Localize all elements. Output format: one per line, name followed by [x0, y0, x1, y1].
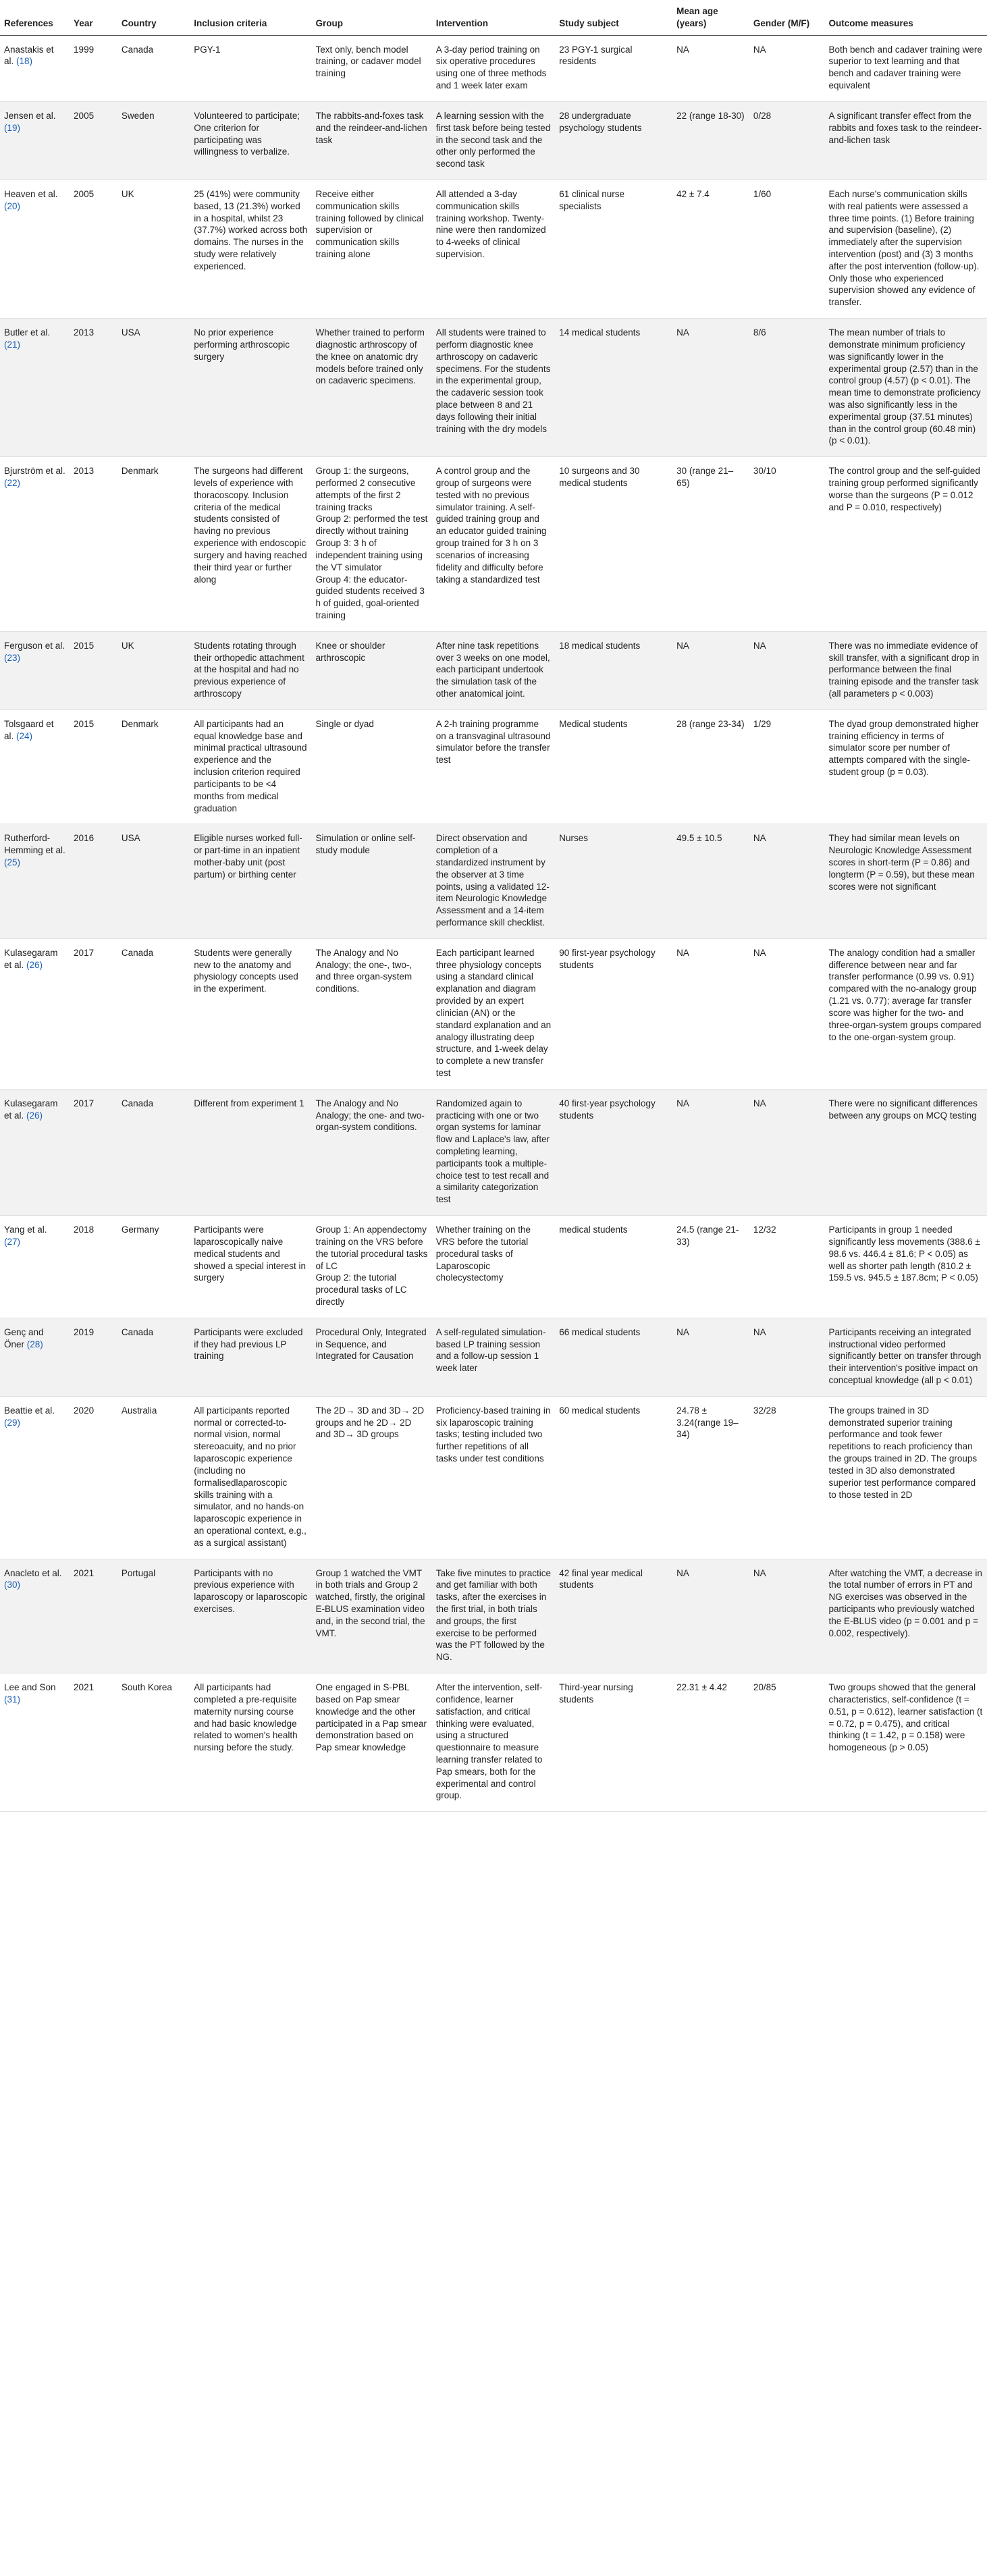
- cell-reference: [0, 1396, 70, 1559]
- cell-gender: NA: [749, 631, 825, 709]
- cell-year: 2016: [70, 824, 117, 939]
- table-row: [0, 457, 987, 632]
- cell-subject: 23 PGY-1 surgical residents: [555, 35, 672, 101]
- cell-subject: Third-year nursing students: [555, 1673, 672, 1812]
- reference-number-link[interactable]: (20): [4, 200, 21, 211]
- cell-country: Canada: [117, 35, 190, 101]
- reference-author: Kulasegaram et al.: [4, 1098, 58, 1121]
- cell-criteria: The surgeons had different levels of experience with thoracoscopy. Inclusion criteria of the medical students consisted of having no previous experience with endoscopic surgery and having reached their third year or further along: [190, 457, 311, 632]
- cell-country: Denmark: [117, 457, 190, 632]
- cell-outcome: The dyad group demonstrated higher training efficiency in terms of simulator score per number of attempts compared with the single-student group (p = 0.03).: [825, 709, 987, 824]
- cell-group: One engaged in S-PBL based on Pap smear knowledge and the other participated in a Pap smear demonstration based on Pap smear knowledge: [312, 1673, 432, 1812]
- cell-age: 30 (range 21–65): [672, 457, 749, 632]
- reference-number-link[interactable]: (26): [26, 959, 43, 970]
- cell-country: Canada: [117, 938, 190, 1089]
- cell-outcome: The control group and the self-guided training group performed significantly worse than the surgeons (P = 0.012 and P = 0.010, respectively): [825, 457, 987, 632]
- cell-year: 2017: [70, 1089, 117, 1215]
- cell-gender: 30/10: [749, 457, 825, 632]
- cell-outcome: Participants receiving an integrated instructional video performed significantly better on transfer through their intervention's positive impact on conceptual knowledge (all p < 0.01): [825, 1318, 987, 1396]
- cell-reference: [0, 101, 70, 180]
- cell-intervention: Proficiency-based training in six laparoscopic training tasks; testing included two further repetitions of all tasks under test conditions: [432, 1396, 555, 1559]
- header-intervention: Intervention: [432, 0, 555, 35]
- reference-author: Rutherford-Hemming et al.: [4, 833, 65, 856]
- cell-subject: 90 first-year psychology students: [555, 938, 672, 1089]
- table-row: [0, 319, 987, 457]
- cell-gender: 32/28: [749, 1396, 825, 1559]
- table-row: [0, 1089, 987, 1215]
- cell-intervention: A learning session with the first task before being tested in the second task and the other only performed the second task: [432, 101, 555, 180]
- cell-country: USA: [117, 319, 190, 457]
- cell-outcome: There were no significant differences between any groups on MCQ testing: [825, 1089, 987, 1215]
- table-row: [0, 1396, 987, 1559]
- table-row: [0, 1318, 987, 1396]
- reference-number-link[interactable]: (24): [16, 730, 33, 741]
- cell-outcome: Participants in group 1 needed significantly less movements (388.6 ± 98.6 vs. 446.4 ± 81.6; P < 0.05) as well as shorter path length (810.2 ± 159.5 vs. 945.5 ± 187.8cm; P < 0.05): [825, 1216, 987, 1318]
- reference-author: Bjurström et al.: [4, 466, 65, 477]
- cell-intervention: Direct observation and completion of a standardized instrument by the observer at 3 time points, using a validated 12-item Neurologic Knowledge Assessment and a 14-item performance skill checklist.: [432, 824, 555, 939]
- cell-country: Germany: [117, 1216, 190, 1318]
- cell-year: 2015: [70, 709, 117, 824]
- cell-age: NA: [672, 938, 749, 1089]
- cell-group: Simulation or online self-study module: [312, 824, 432, 939]
- cell-group: The rabbits-and-foxes task and the reindeer-and-lichen task: [312, 101, 432, 180]
- cell-reference: [0, 319, 70, 457]
- cell-group: Group 1 watched the VMT in both trials and Group 2 watched, firstly, the original E-BLUS examination video and, in the second trial, the VMT.: [312, 1559, 432, 1673]
- reference-author: Butler et al.: [4, 327, 51, 338]
- cell-reference: [0, 824, 70, 939]
- reference-number-link[interactable]: (27): [4, 1236, 21, 1247]
- cell-country: Sweden: [117, 101, 190, 180]
- table-row: [0, 35, 987, 101]
- cell-outcome: Each nurse's communication skills with real patients were assessed a three time points. (1) Before training and supervision (baseline), (2) immediately after the supervision intervention (post) and (3) 3 months after the post intervention (follow-up). Only those who experienced supervision showed any evidence of transfer.: [825, 180, 987, 318]
- cell-gender: 12/32: [749, 1216, 825, 1318]
- cell-intervention: A 3-day period training on six operative procedures using one of three methods and 1 week later exam: [432, 35, 555, 101]
- cell-gender: NA: [749, 1089, 825, 1215]
- cell-criteria: Eligible nurses worked full- or part-time in an inpatient mother-baby unit (post partum) or birthing center: [190, 824, 311, 939]
- cell-reference: [0, 1559, 70, 1673]
- cell-country: Canada: [117, 1318, 190, 1396]
- cell-reference: [0, 1216, 70, 1318]
- cell-outcome: There was no immediate evidence of skill transfer, with a significant drop in performance between the final training episode and the transfer task (all parameters p < 0.003): [825, 631, 987, 709]
- cell-group: Group 1: An appendectomy training on the VRS before the tutorial procedural tasks of LC Group 2: the tutorial procedural tasks of LC directly: [312, 1216, 432, 1318]
- cell-gender: NA: [749, 1559, 825, 1673]
- cell-gender: NA: [749, 824, 825, 939]
- cell-subject: Nurses: [555, 824, 672, 939]
- cell-intervention: After nine task repetitions over 3 weeks on one model, each participant undertook the simulation task of the other anatomical joint.: [432, 631, 555, 709]
- cell-subject: 42 final year medical students: [555, 1559, 672, 1673]
- cell-outcome: Two groups showed that the general characteristics, self-confidence (t = 0.51, p = 0.612), learner satisfaction (t = 0.72, p = 0.475), and critical thinking (t = 1.42, p = 0.158) were homogeneous (p > 0.05): [825, 1673, 987, 1812]
- cell-country: UK: [117, 180, 190, 318]
- cell-gender: NA: [749, 1318, 825, 1396]
- table-row: [0, 1216, 987, 1318]
- reference-author: Genç and Öner: [4, 1326, 44, 1349]
- cell-country: South Korea: [117, 1673, 190, 1812]
- cell-criteria: Participants were laparoscopically naive medical students and showed a special interest in surgery: [190, 1216, 311, 1318]
- cell-age: NA: [672, 1089, 749, 1215]
- cell-year: 1999: [70, 35, 117, 101]
- cell-age: NA: [672, 1559, 749, 1673]
- cell-group: Group 1: the surgeons, performed 2 consecutive attempts of the first 2 training tracks Group 2: performed the test directly without training Group 3: 3 h of independent training using the VT simulator Group 4: the educator-guided students received 3 h of guided, goal-oriented training: [312, 457, 432, 632]
- header-mean-age: Mean age (years): [672, 0, 749, 35]
- cell-group: The Analogy and No Analogy; the one-, two-, and three organ-system conditions.: [312, 938, 432, 1089]
- cell-intervention: After the intervention, self-confidence, learner satisfaction, and critical thinking were evaluated, using a structured questionnaire to measure learning transfer related to Pap smears, both for the experimental and control group.: [432, 1673, 555, 1812]
- cell-country: Australia: [117, 1396, 190, 1559]
- cell-reference: [0, 631, 70, 709]
- cell-group: Text only, bench model training, or cadaver model training: [312, 35, 432, 101]
- header-country: Country: [117, 0, 190, 35]
- reference-number-link[interactable]: (19): [4, 122, 21, 133]
- cell-subject: 10 surgeons and 30 medical students: [555, 457, 672, 632]
- cell-subject: 28 undergraduate psychology students: [555, 101, 672, 180]
- cell-criteria: Participants were excluded if they had previous LP training: [190, 1318, 311, 1396]
- cell-intervention: All students were trained to perform diagnostic knee arthroscopy on cadaveric specimens. For the students in the experimental group, the cadaveric session took place between 8 and 21 days following their initial training with the dry models: [432, 319, 555, 457]
- cell-gender: 1/29: [749, 709, 825, 824]
- cell-group: Procedural Only, Integrated in Sequence, and Integrated for Causation: [312, 1318, 432, 1396]
- cell-year: 2015: [70, 631, 117, 709]
- cell-year: 2005: [70, 180, 117, 318]
- cell-intervention: A 2-h training programme on a transvaginal ultrasound simulator before the transfer test: [432, 709, 555, 824]
- reference-number-link[interactable]: (23): [4, 652, 21, 663]
- reference-number-link[interactable]: (25): [4, 857, 21, 867]
- reference-number-link[interactable]: (26): [26, 1110, 43, 1121]
- table-header-row: [0, 0, 987, 35]
- cell-intervention: A control group and the group of surgeons were tested with no previous simulator training. A self-guided training group and an educator guided training group trained for 3 h on 3 scenarios of increasing fidelity and difficulty before taking a standardized test: [432, 457, 555, 632]
- cell-year: 2017: [70, 938, 117, 1089]
- reference-author: Heaven et al.: [4, 188, 58, 199]
- cell-outcome: The mean number of trials to demonstrate minimum proficiency was significantly lower in the experimental group (2.57) than in the control group (4.57) (p < 0.01). The mean time to demonstrate proficiency was also significantly less in the experimental group (37.51 minutes) than in the control group (60.48 min) (p < 0.01).: [825, 319, 987, 457]
- cell-intervention: A self-regulated simulation-based LP training session and a follow-up session 1 week later: [432, 1318, 555, 1396]
- cell-group: Whether trained to perform diagnostic arthroscopy of the knee on anatomic dry models before trained only on cadaveric specimens.: [312, 319, 432, 457]
- cell-outcome: They had similar mean levels on Neurologic Knowledge Assessment scores in short-term (P = 0.86) and longterm (P = 0.59), but these mean scores were not significant: [825, 824, 987, 939]
- cell-gender: 0/28: [749, 101, 825, 180]
- table-row: [0, 101, 987, 180]
- table-row: [0, 709, 987, 824]
- cell-year: 2021: [70, 1673, 117, 1812]
- cell-criteria: Participants with no previous experience with laparoscopy or laparoscopic exercises.: [190, 1559, 311, 1673]
- cell-reference: [0, 709, 70, 824]
- cell-intervention: Take five minutes to practice and get familiar with both tasks, after the exercises in the first trial, in both trials and groups, the first exercise to be performed was the PT followed by the NG.: [432, 1559, 555, 1673]
- cell-subject: 14 medical students: [555, 319, 672, 457]
- cell-country: Portugal: [117, 1559, 190, 1673]
- table-row: [0, 180, 987, 318]
- cell-year: 2019: [70, 1318, 117, 1396]
- reference-author: Jensen et al.: [4, 110, 56, 121]
- header-year: Year: [70, 0, 117, 35]
- cell-outcome: The groups trained in 3D demonstrated superior training performance and took fewer repetitions to reach proficiency than the groups trained in 2D. The groups tested in 3D also demonstrated superior test performance compared to those tested in 2D: [825, 1396, 987, 1559]
- reference-author: Anastakis et al.: [4, 44, 54, 67]
- header-outcome-measures: Outcome measures: [825, 0, 987, 35]
- cell-reference: [0, 938, 70, 1089]
- cell-criteria: Students rotating through their orthopedic attachment at the hospital and had no previous experience of arthroscopy: [190, 631, 311, 709]
- cell-country: USA: [117, 824, 190, 939]
- cell-year: 2013: [70, 319, 117, 457]
- cell-age: NA: [672, 631, 749, 709]
- cell-group: Receive either communication skills training followed by clinical supervision or communication skills training alone: [312, 180, 432, 318]
- cell-age: 24.78 ± 3.24(range 19–34): [672, 1396, 749, 1559]
- cell-criteria: 25 (41%) were community based, 13 (21.3%) worked in a hospital, whilst 23 (37.7%) worked across both domains. The nurses in the study were relatively experienced.: [190, 180, 311, 318]
- cell-gender: 8/6: [749, 319, 825, 457]
- reference-author: Yang et al.: [4, 1225, 47, 1235]
- cell-year: 2005: [70, 101, 117, 180]
- cell-criteria: All participants reported normal or corrected-to-normal vision, normal stereoacuity, and no prior laparoscopic experience (including no formalisedlaparoscopic skills training with a simulator, and no hands-on laparoscopic experience in an operational context, e.g., as a surgical assistant): [190, 1396, 311, 1559]
- cell-group: The 2D→ 3D and 3D→ 2D groups and he 2D→ 2D and 3D→ 3D groups: [312, 1396, 432, 1559]
- cell-intervention: All attended a 3-day communication skills training workshop. Twenty-nine were then randomized to 4-weeks of clinical supervision.: [432, 180, 555, 318]
- cell-criteria: Volunteered to participate; One criterion for participating was willingness to verbalize.: [190, 101, 311, 180]
- cell-group: Knee or shoulder arthroscopic: [312, 631, 432, 709]
- table-row: [0, 1673, 987, 1812]
- cell-intervention: Randomized again to practicing with one or two organ systems for laminar flow and Laplace's law, after completing learning, participants took a multiple-choice test to test recall and a similarity categorization test: [432, 1089, 555, 1215]
- reference-author: Lee and Son: [4, 1682, 56, 1693]
- cell-reference: [0, 1089, 70, 1215]
- reference-author: Ferguson et al.: [4, 640, 65, 651]
- cell-subject: 66 medical students: [555, 1318, 672, 1396]
- reference-number-link[interactable]: (21): [4, 339, 21, 350]
- cell-year: 2013: [70, 457, 117, 632]
- cell-criteria: All participants had completed a pre-requisite maternity nursing course and had basic knowledge related to women's health nursing before the study.: [190, 1673, 311, 1812]
- cell-reference: [0, 180, 70, 318]
- cell-country: Denmark: [117, 709, 190, 824]
- cell-age: 22 (range 18-30): [672, 101, 749, 180]
- cell-year: 2021: [70, 1559, 117, 1673]
- reference-number-link[interactable]: (18): [16, 56, 33, 67]
- cell-year: 2020: [70, 1396, 117, 1559]
- cell-reference: [0, 1673, 70, 1812]
- cell-gender: 20/85: [749, 1673, 825, 1812]
- cell-subject: 60 medical students: [555, 1396, 672, 1559]
- cell-subject: 61 clinical nurse specialists: [555, 180, 672, 318]
- cell-outcome: A significant transfer effect from the rabbits and foxes task to the reindeer-and-lichen task: [825, 101, 987, 180]
- header-gender: Gender (M/F): [749, 0, 825, 35]
- cell-subject: Medical students: [555, 709, 672, 824]
- header-group: Group: [312, 0, 432, 35]
- cell-outcome: Both bench and cadaver training were superior to text learning and that bench and cadaver training were equivalent: [825, 35, 987, 101]
- table-row: [0, 824, 987, 939]
- cell-age: NA: [672, 319, 749, 457]
- cell-intervention: Whether training on the VRS before the tutorial procedural tasks of Laparoscopic cholecystectomy: [432, 1216, 555, 1318]
- cell-gender: NA: [749, 35, 825, 101]
- cell-gender: NA: [749, 938, 825, 1089]
- reference-number-link[interactable]: (30): [4, 1580, 21, 1590]
- header-references: References: [0, 0, 70, 35]
- cell-outcome: After watching the VMT, a decrease in the total number of errors in PT and NG exercises was observed in the participants who previously watched the E-BLUS video (p = 0.001 and p = 0.002, respectively).: [825, 1559, 987, 1673]
- table-row: [0, 938, 987, 1089]
- reference-author: Tolsgaard et al.: [4, 718, 54, 741]
- reference-author: Kulasegaram et al.: [4, 947, 58, 970]
- cell-group: The Analogy and No Analogy; the one- and two- organ-system conditions.: [312, 1089, 432, 1215]
- header-study-subject: Study subject: [555, 0, 672, 35]
- cell-age: NA: [672, 1318, 749, 1396]
- cell-criteria: No prior experience performing arthroscopic surgery: [190, 319, 311, 457]
- cell-country: UK: [117, 631, 190, 709]
- cell-age: 42 ± 7.4: [672, 180, 749, 318]
- cell-subject: 18 medical students: [555, 631, 672, 709]
- cell-age: 49.5 ± 10.5: [672, 824, 749, 939]
- cell-age: 24.5 (range 21-33): [672, 1216, 749, 1318]
- reference-number-link[interactable]: (28): [26, 1339, 43, 1349]
- cell-outcome: The analogy condition had a smaller difference between near and far transfer performance (0.99 vs. 0.91) compared with the no-analogy group (1.21 vs. 0.77); average far transfer score was higher for the two- and three-organ-system groups compared to the one-organ-system group.: [825, 938, 987, 1089]
- cell-reference: [0, 35, 70, 101]
- cell-criteria: Different from experiment 1: [190, 1089, 311, 1215]
- cell-reference: [0, 457, 70, 632]
- reference-number-link[interactable]: (31): [4, 1694, 21, 1705]
- reference-author: Anacleto et al.: [4, 1567, 62, 1578]
- reference-number-link[interactable]: (29): [4, 1417, 21, 1428]
- cell-age: NA: [672, 35, 749, 101]
- cell-gender: 1/60: [749, 180, 825, 318]
- cell-criteria: All participants had an equal knowledge base and minimal practical ultrasound experience and the inclusion criterion required participants to be <4 months from medical graduation: [190, 709, 311, 824]
- reference-author: Beattie et al.: [4, 1405, 55, 1416]
- cell-age: 28 (range 23-34): [672, 709, 749, 824]
- table-row: [0, 1559, 987, 1673]
- cell-criteria: PGY-1: [190, 35, 311, 101]
- reference-number-link[interactable]: (22): [4, 478, 21, 488]
- cell-subject: 40 first-year psychology students: [555, 1089, 672, 1215]
- cell-country: Canada: [117, 1089, 190, 1215]
- table-row: [0, 631, 987, 709]
- header-inclusion-criteria: Inclusion criteria: [190, 0, 311, 35]
- cell-criteria: Students were generally new to the anatomy and physiology concepts used in the experiment.: [190, 938, 311, 1089]
- cell-subject: medical students: [555, 1216, 672, 1318]
- cell-intervention: Each participant learned three physiology concepts using a standard clinical explanation and diagram provided by an expert clinician (AN) or the standard explanation and an analogy illustrating deep structure, and 1-week delay to complete a new transfer test: [432, 938, 555, 1089]
- cell-reference: [0, 1318, 70, 1396]
- cell-group: Single or dyad: [312, 709, 432, 824]
- cell-age: 22.31 ± 4.42: [672, 1673, 749, 1812]
- cell-year: 2018: [70, 1216, 117, 1318]
